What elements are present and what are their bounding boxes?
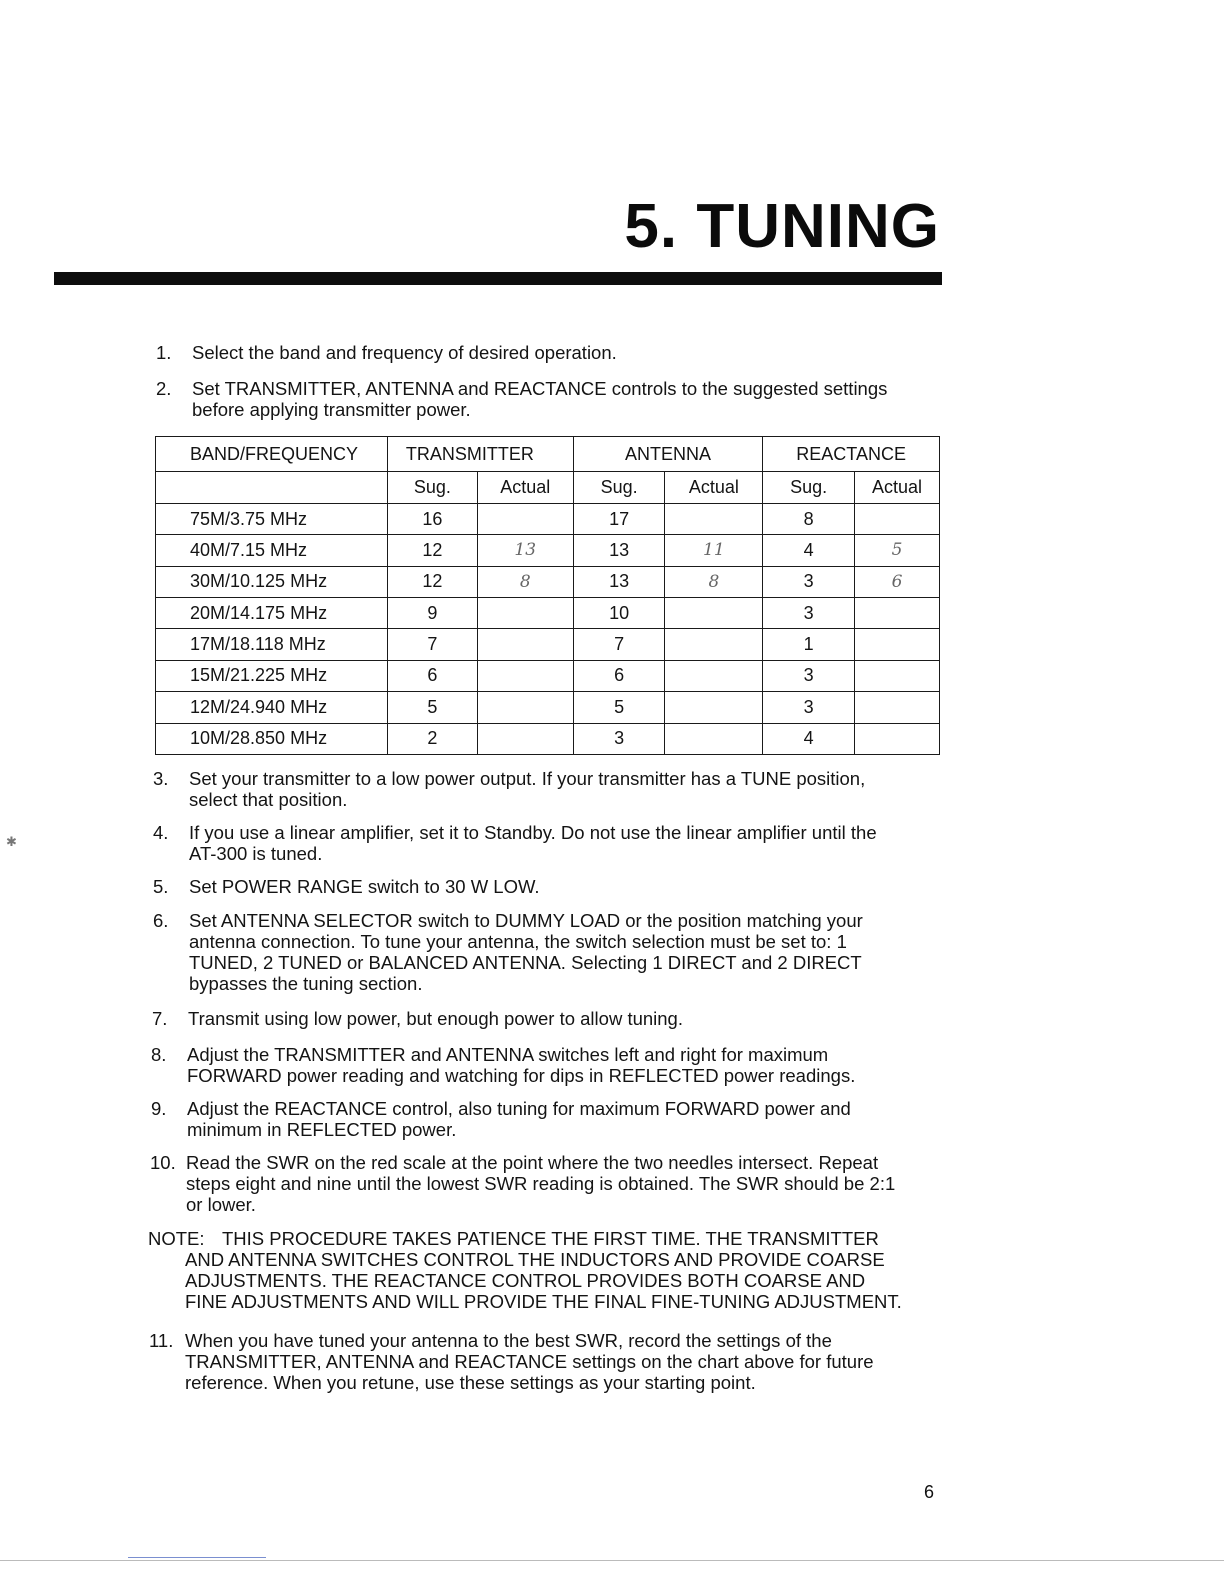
step-number: 6. bbox=[153, 910, 169, 931]
scan-edge-line bbox=[128, 1557, 266, 1558]
step-number: 5. bbox=[153, 876, 169, 897]
band-cell: 40M/7.15 MHz bbox=[156, 535, 388, 566]
ant-actual-cell bbox=[665, 723, 763, 754]
re-sug-cell: 4 bbox=[763, 535, 855, 566]
note-line: AND ANTENNA SWITCHES CONTROL THE INDUCTORS AND PROVIDE COARSE bbox=[185, 1249, 885, 1270]
re-sug-cell: 3 bbox=[763, 660, 855, 691]
note-line: THIS PROCEDURE TAKES PATIENCE THE FIRST TIME. THE TRANSMITTER bbox=[222, 1228, 879, 1249]
step-number: 1. bbox=[156, 342, 172, 363]
re-actual-cell bbox=[855, 723, 940, 754]
ant-sug-cell: 6 bbox=[573, 660, 665, 691]
header-reactance: REACTANCE bbox=[763, 437, 940, 472]
re-actual-cell: 6 bbox=[855, 566, 940, 597]
page-title: 5. TUNING bbox=[624, 192, 940, 261]
re-actual-cell bbox=[855, 503, 940, 534]
step-line: Adjust the TRANSMITTER and ANTENNA switches left and right for maximum bbox=[187, 1044, 829, 1065]
re-actual-cell: 5 bbox=[855, 535, 940, 566]
ant-sug-cell: 10 bbox=[573, 598, 665, 629]
tx-sug-cell: 5 bbox=[387, 692, 477, 723]
step-line: reference. When you retune, use these settings as your starting point. bbox=[185, 1372, 756, 1393]
ant-sug-cell: 3 bbox=[573, 723, 665, 754]
step-line: minimum in REFLECTED power. bbox=[187, 1119, 457, 1140]
table-row bbox=[156, 598, 940, 629]
table-row bbox=[156, 629, 940, 660]
step-line: AT-300 is tuned. bbox=[189, 843, 323, 864]
step-number: 7. bbox=[152, 1008, 168, 1029]
table-header-row bbox=[156, 437, 940, 472]
re-sug-cell: 4 bbox=[763, 723, 855, 754]
tx-sug-cell: 16 bbox=[387, 503, 477, 534]
tx-actual-cell bbox=[477, 503, 573, 534]
ant-actual-cell bbox=[665, 660, 763, 691]
step-line: When you have tuned your antenna to the best SWR, record the settings of the bbox=[185, 1330, 832, 1351]
subheader-tx-actual: Actual bbox=[477, 472, 573, 503]
re-actual-cell bbox=[855, 692, 940, 723]
table-row bbox=[156, 723, 940, 754]
step-line: Set your transmitter to a low power output. If your transmitter has a TUNE position, bbox=[189, 768, 866, 789]
note-line: ADJUSTMENTS. THE REACTANCE CONTROL PROVIDES BOTH COARSE AND bbox=[185, 1270, 866, 1291]
ant-actual-cell: 8 bbox=[665, 566, 763, 597]
band-cell: 20M/14.175 MHz bbox=[156, 598, 388, 629]
note-label: NOTE: bbox=[148, 1228, 205, 1249]
step-line: If you use a linear amplifier, set it to Standby. Do not use the linear amplifier until the bbox=[189, 822, 877, 843]
header-band-frequency: BAND/FREQUENCY bbox=[156, 437, 388, 472]
step-line: or lower. bbox=[186, 1194, 256, 1215]
ant-actual-cell bbox=[665, 629, 763, 660]
step-line: TUNED, 2 TUNED or BALANCED ANTENNA. Selecting 1 DIRECT and 2 DIRECT bbox=[189, 952, 862, 973]
ant-actual-cell bbox=[665, 598, 763, 629]
tx-actual-cell bbox=[477, 660, 573, 691]
table-row bbox=[156, 566, 940, 597]
subheader-tx-sug: Sug. bbox=[387, 472, 477, 503]
tx-actual-cell: 8 bbox=[477, 566, 573, 597]
band-cell: 12M/24.940 MHz bbox=[156, 692, 388, 723]
subheader-re-actual: Actual bbox=[855, 472, 940, 503]
tx-sug-cell: 12 bbox=[387, 566, 477, 597]
tx-actual-cell bbox=[477, 598, 573, 629]
table-row bbox=[156, 503, 940, 534]
band-cell: 10M/28.850 MHz bbox=[156, 723, 388, 754]
band-cell: 30M/10.125 MHz bbox=[156, 566, 388, 597]
step-line: Transmit using low power, but enough power to allow tuning. bbox=[188, 1008, 683, 1029]
step-number: 4. bbox=[153, 822, 169, 843]
ant-actual-cell: 11 bbox=[665, 535, 763, 566]
re-sug-cell: 3 bbox=[763, 566, 855, 597]
ant-actual-cell bbox=[665, 692, 763, 723]
band-cell: 17M/18.118 MHz bbox=[156, 629, 388, 660]
re-actual-cell bbox=[855, 629, 940, 660]
table-subheader-row bbox=[156, 472, 940, 503]
ant-sug-cell: 7 bbox=[573, 629, 665, 660]
step-number: 3. bbox=[153, 768, 169, 789]
tx-actual-cell bbox=[477, 723, 573, 754]
table-row bbox=[156, 535, 940, 566]
subheader-ant-sug: Sug. bbox=[573, 472, 665, 503]
step-line: Read the SWR on the red scale at the point where the two needles intersect. Repeat bbox=[186, 1152, 879, 1173]
step-line: FORWARD power reading and watching for dips in REFLECTED power readings. bbox=[187, 1065, 856, 1086]
re-sug-cell: 1 bbox=[763, 629, 855, 660]
page-number: 6 bbox=[924, 1482, 935, 1502]
ant-sug-cell: 17 bbox=[573, 503, 665, 534]
re-sug-cell: 3 bbox=[763, 598, 855, 629]
ant-actual-cell bbox=[665, 503, 763, 534]
header-antenna: ANTENNA bbox=[573, 437, 763, 472]
step-line: bypasses the tuning section. bbox=[189, 973, 423, 994]
re-actual-cell bbox=[855, 660, 940, 691]
re-actual-cell bbox=[855, 598, 940, 629]
step-number: 2. bbox=[156, 378, 172, 399]
tx-sug-cell: 12 bbox=[387, 535, 477, 566]
subheader-re-sug: Sug. bbox=[763, 472, 855, 503]
subheader-ant-actual: Actual bbox=[665, 472, 763, 503]
re-sug-cell: 8 bbox=[763, 503, 855, 534]
step-line: Adjust the REACTANCE control, also tuning for maximum FORWARD power and bbox=[187, 1098, 851, 1119]
title-underline bbox=[54, 272, 942, 285]
tx-actual-cell bbox=[477, 692, 573, 723]
step-line: TRANSMITTER, ANTENNA and REACTANCE settings on the chart above for future bbox=[185, 1351, 874, 1372]
step-line: steps eight and nine until the lowest SWR reading is obtained. The SWR should be 2:1 bbox=[186, 1173, 896, 1194]
tx-sug-cell: 7 bbox=[387, 629, 477, 660]
step-line: Set POWER RANGE switch to 30 W LOW. bbox=[189, 876, 540, 897]
note-line: FINE ADJUSTMENTS AND WILL PROVIDE THE FINAL FINE-TUNING ADJUSTMENT. bbox=[185, 1291, 902, 1312]
tx-sug-cell: 2 bbox=[387, 723, 477, 754]
step-number: 11. bbox=[149, 1330, 174, 1351]
tuning-settings-table bbox=[155, 436, 940, 755]
re-sug-cell: 3 bbox=[763, 692, 855, 723]
table-row bbox=[156, 692, 940, 723]
table-row bbox=[156, 660, 940, 691]
tx-sug-cell: 9 bbox=[387, 598, 477, 629]
tx-actual-cell bbox=[477, 629, 573, 660]
step-number: 9. bbox=[151, 1098, 167, 1119]
step-line: before applying transmitter power. bbox=[192, 399, 471, 420]
tx-sug-cell: 6 bbox=[387, 660, 477, 691]
ant-sug-cell: 5 bbox=[573, 692, 665, 723]
step-line: Set TRANSMITTER, ANTENNA and REACTANCE controls to the suggested settings bbox=[192, 378, 888, 399]
band-cell: 15M/21.225 MHz bbox=[156, 660, 388, 691]
step-line: select that position. bbox=[189, 789, 348, 810]
step-number: 8. bbox=[151, 1044, 167, 1065]
ant-sug-cell: 13 bbox=[573, 535, 665, 566]
tx-actual-cell: 13 bbox=[477, 535, 573, 566]
ant-sug-cell: 13 bbox=[573, 566, 665, 597]
step-number: 10. bbox=[150, 1152, 176, 1173]
band-cell: 75M/3.75 MHz bbox=[156, 503, 388, 534]
step-line: Set ANTENNA SELECTOR switch to DUMMY LOAD or the position matching your bbox=[189, 910, 863, 931]
step-line: Select the band and frequency of desired operation. bbox=[192, 342, 617, 363]
scan-speck-icon: ✱ bbox=[6, 834, 17, 849]
scan-bottom-line bbox=[0, 1560, 1224, 1561]
header-transmitter: TRANSMITTER bbox=[387, 437, 573, 472]
step-line: antenna connection. To tune your antenna, the switch selection must be set to: 1 bbox=[189, 931, 847, 952]
